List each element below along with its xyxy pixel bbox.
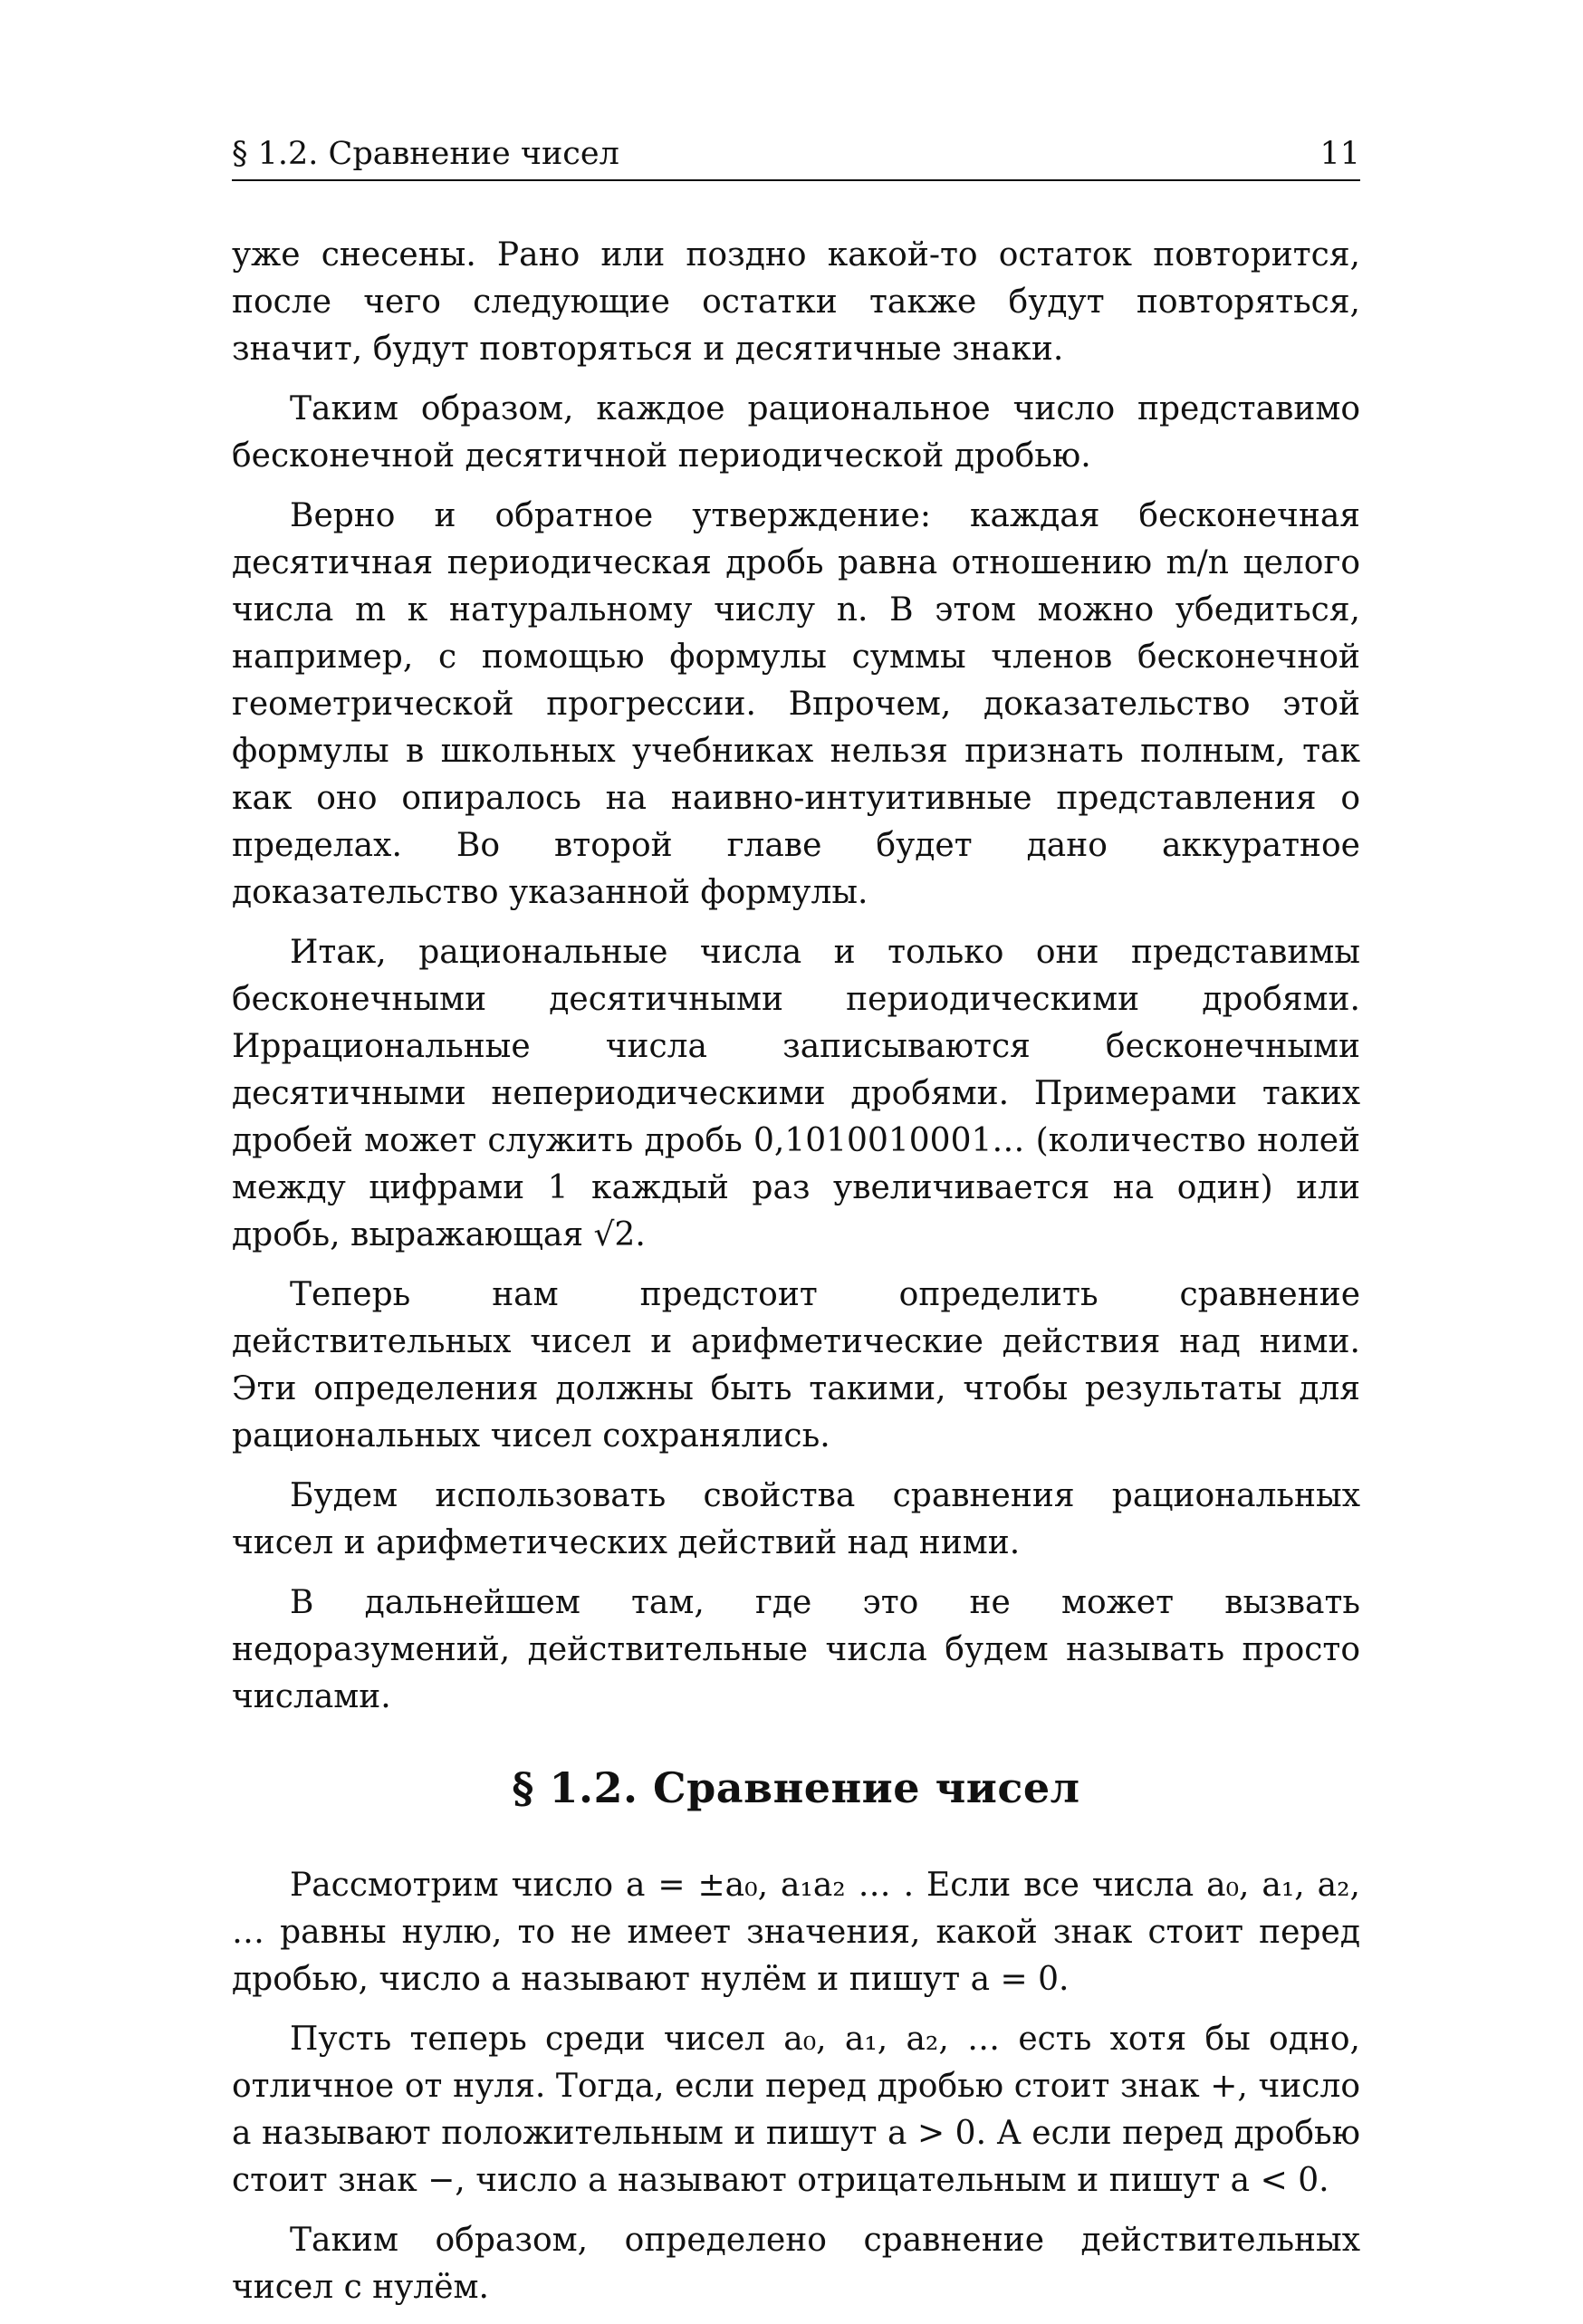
body-text	[232, 232, 1360, 2324]
paragraph: Пусть теперь среди чисел a₀, a₁, a₂, … есть хотя бы одно, отличное от нуля. Тогда, если перед дробью стоит знак +, число a называют положительным и пишут a > 0. А если перед дробью стоит знак −, число a называют отрицательным и пишут a < 0.	[232, 2021, 1360, 2199]
running-head	[232, 134, 1360, 181]
page-number: 11	[1319, 136, 1360, 172]
paragraph: уже снесены. Рано или поздно какой-то остаток повторится, после чего следующие остатки также будут повторяться, значит, будут повторяться и десятичные знаки.	[232, 236, 1360, 368]
paragraph: Будем использовать свойства сравнения рациональных чисел и арифметических действий над ними.	[232, 1477, 1360, 1561]
paragraph: Итак, рациональные числа и только они представимы бесконечными десятичными периодическими дробями. Иррациональные числа записываются бесконечными десятичными непериодическими дробями. Примерами таких дробей может служить дробь 0,1010010001… (количество нолей между цифрами 1 каждый раз увеличивается на один) или дробь, выражающая √2.	[232, 934, 1360, 1253]
paragraph: Таким образом, определено сравнение действительных чисел с нулём.	[232, 2222, 1360, 2306]
paragraph: Рассмотрим число a = ±a₀, a₁a₂ … . Если все числа a₀, a₁, a₂, … равны нулю, то не имеет значения, какой знак стоит перед дробью, число a называют нулём и пишут a = 0.	[232, 1867, 1360, 1998]
paragraph: Теперь нам предстоит определить сравнение действительных чисел и арифметические действия над ними. Эти определения должны быть такими, чтобы результаты для рациональных чисел сохранялись.	[232, 1276, 1360, 1455]
section-heading: § 1.2. Сравнение чисел	[512, 1763, 1080, 1812]
paragraph: Верно и обратное утверждение: каждая бесконечная десятичная периодическая дробь равна отношению m/n целого числа m к натуральному числу n. В этом можно убедиться, например, с помощью формулы суммы членов бесконечной геометрической прогрессии. Впрочем, доказательство этой формулы в школьных учебниках нельзя признать полным, так как оно опиралось на наивно-интуитивные представления о пределах. Во второй главе будет дано аккуратное доказательство указанной формулы.	[232, 497, 1360, 911]
running-head-title: § 1.2. Сравнение чисел	[232, 136, 619, 172]
paragraph: В дальнейшем там, где это не может вызвать недоразумений, действительные числа будем называть просто числами.	[232, 1584, 1360, 1715]
paragraph: Таким образом, каждое рациональное число представимо бесконечной десятичной периодической дробью.	[232, 390, 1360, 475]
